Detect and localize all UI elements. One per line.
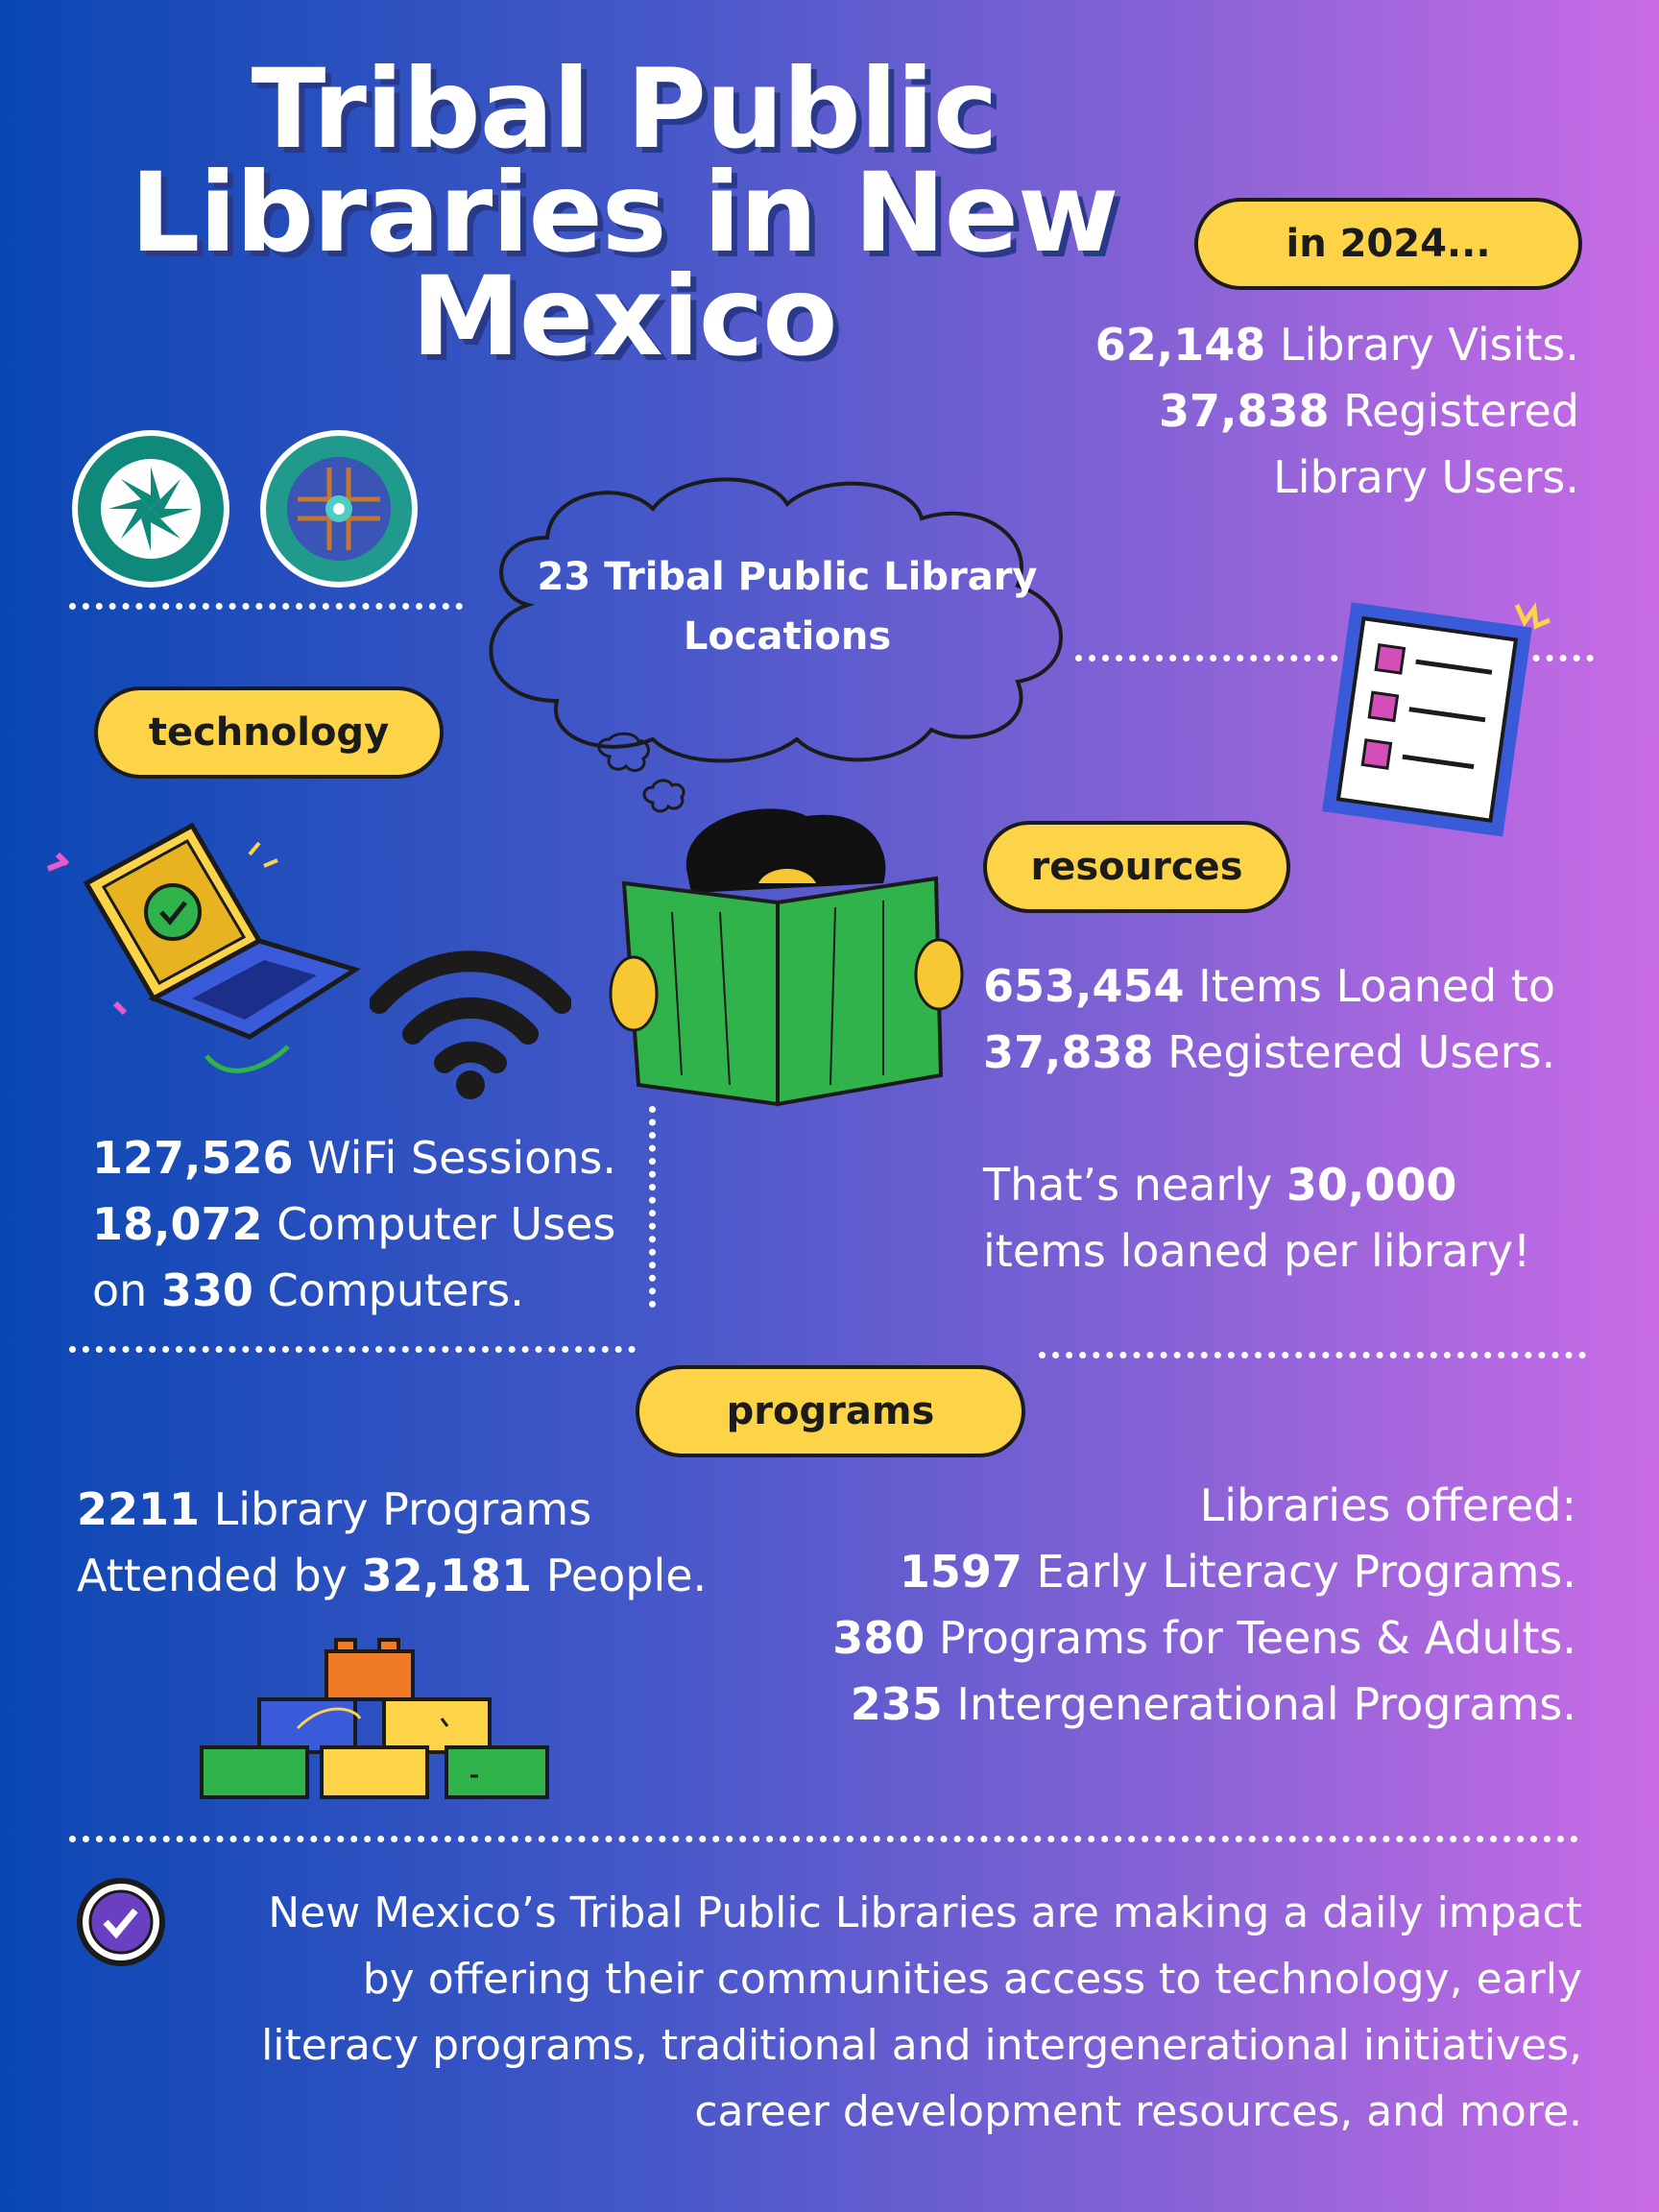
- programs-pill: programs: [636, 1365, 1025, 1457]
- page-title: Tribal Public Libraries in New Mexico: [130, 45, 1118, 380]
- wifi-icon: [370, 946, 571, 1099]
- year-stats: 62,148 Library Visits. 37,838 Registered Library Users.: [1094, 319, 1579, 503]
- reader-with-book-illustration: [595, 797, 979, 1133]
- checkmark-badge-icon: [73, 1874, 169, 1970]
- technology-pill: technology: [94, 686, 444, 779]
- building-blocks-icon: [192, 1632, 557, 1805]
- resources-note: That’s nearly 30,000 items loaned per library!: [983, 1159, 1531, 1277]
- laptop-icon: [29, 806, 374, 1094]
- programs-stats: 2211 Library Programs Attended by 32,181 People.: [77, 1483, 708, 1601]
- divider: [1039, 1352, 1586, 1358]
- cloud-text: 23 Tribal Public Library Locations: [537, 555, 1038, 659]
- tribal-libraries-program-seal: [257, 427, 421, 590]
- programs-offered: Libraries offered: 1597 Early Literacy Programs. 380 Programs for Teens & Adults. 235 Intergenerational Programs.: [832, 1479, 1576, 1730]
- year-pill: in 2024...: [1194, 198, 1582, 290]
- footer-statement: New Mexico’s Tribal Public Libraries are making a daily impact by offering their communities access to technology, early literacy programs, traditional and intergenerational initiatives, career development resources, and more.: [261, 1888, 1582, 2136]
- checklist-icon: [1296, 595, 1565, 864]
- resources-pill: resources: [983, 821, 1290, 913]
- divider: [69, 1346, 636, 1353]
- state-library-seal: [69, 427, 232, 590]
- resources-stats: 653,454 Items Loaned to 37,838 Registered Users.: [983, 960, 1556, 1078]
- divider: [69, 603, 463, 610]
- technology-stats: 127,526 WiFi Sessions. 18,072 Computer Uses on 330 Computers.: [92, 1132, 617, 1316]
- divider: [69, 1836, 1578, 1842]
